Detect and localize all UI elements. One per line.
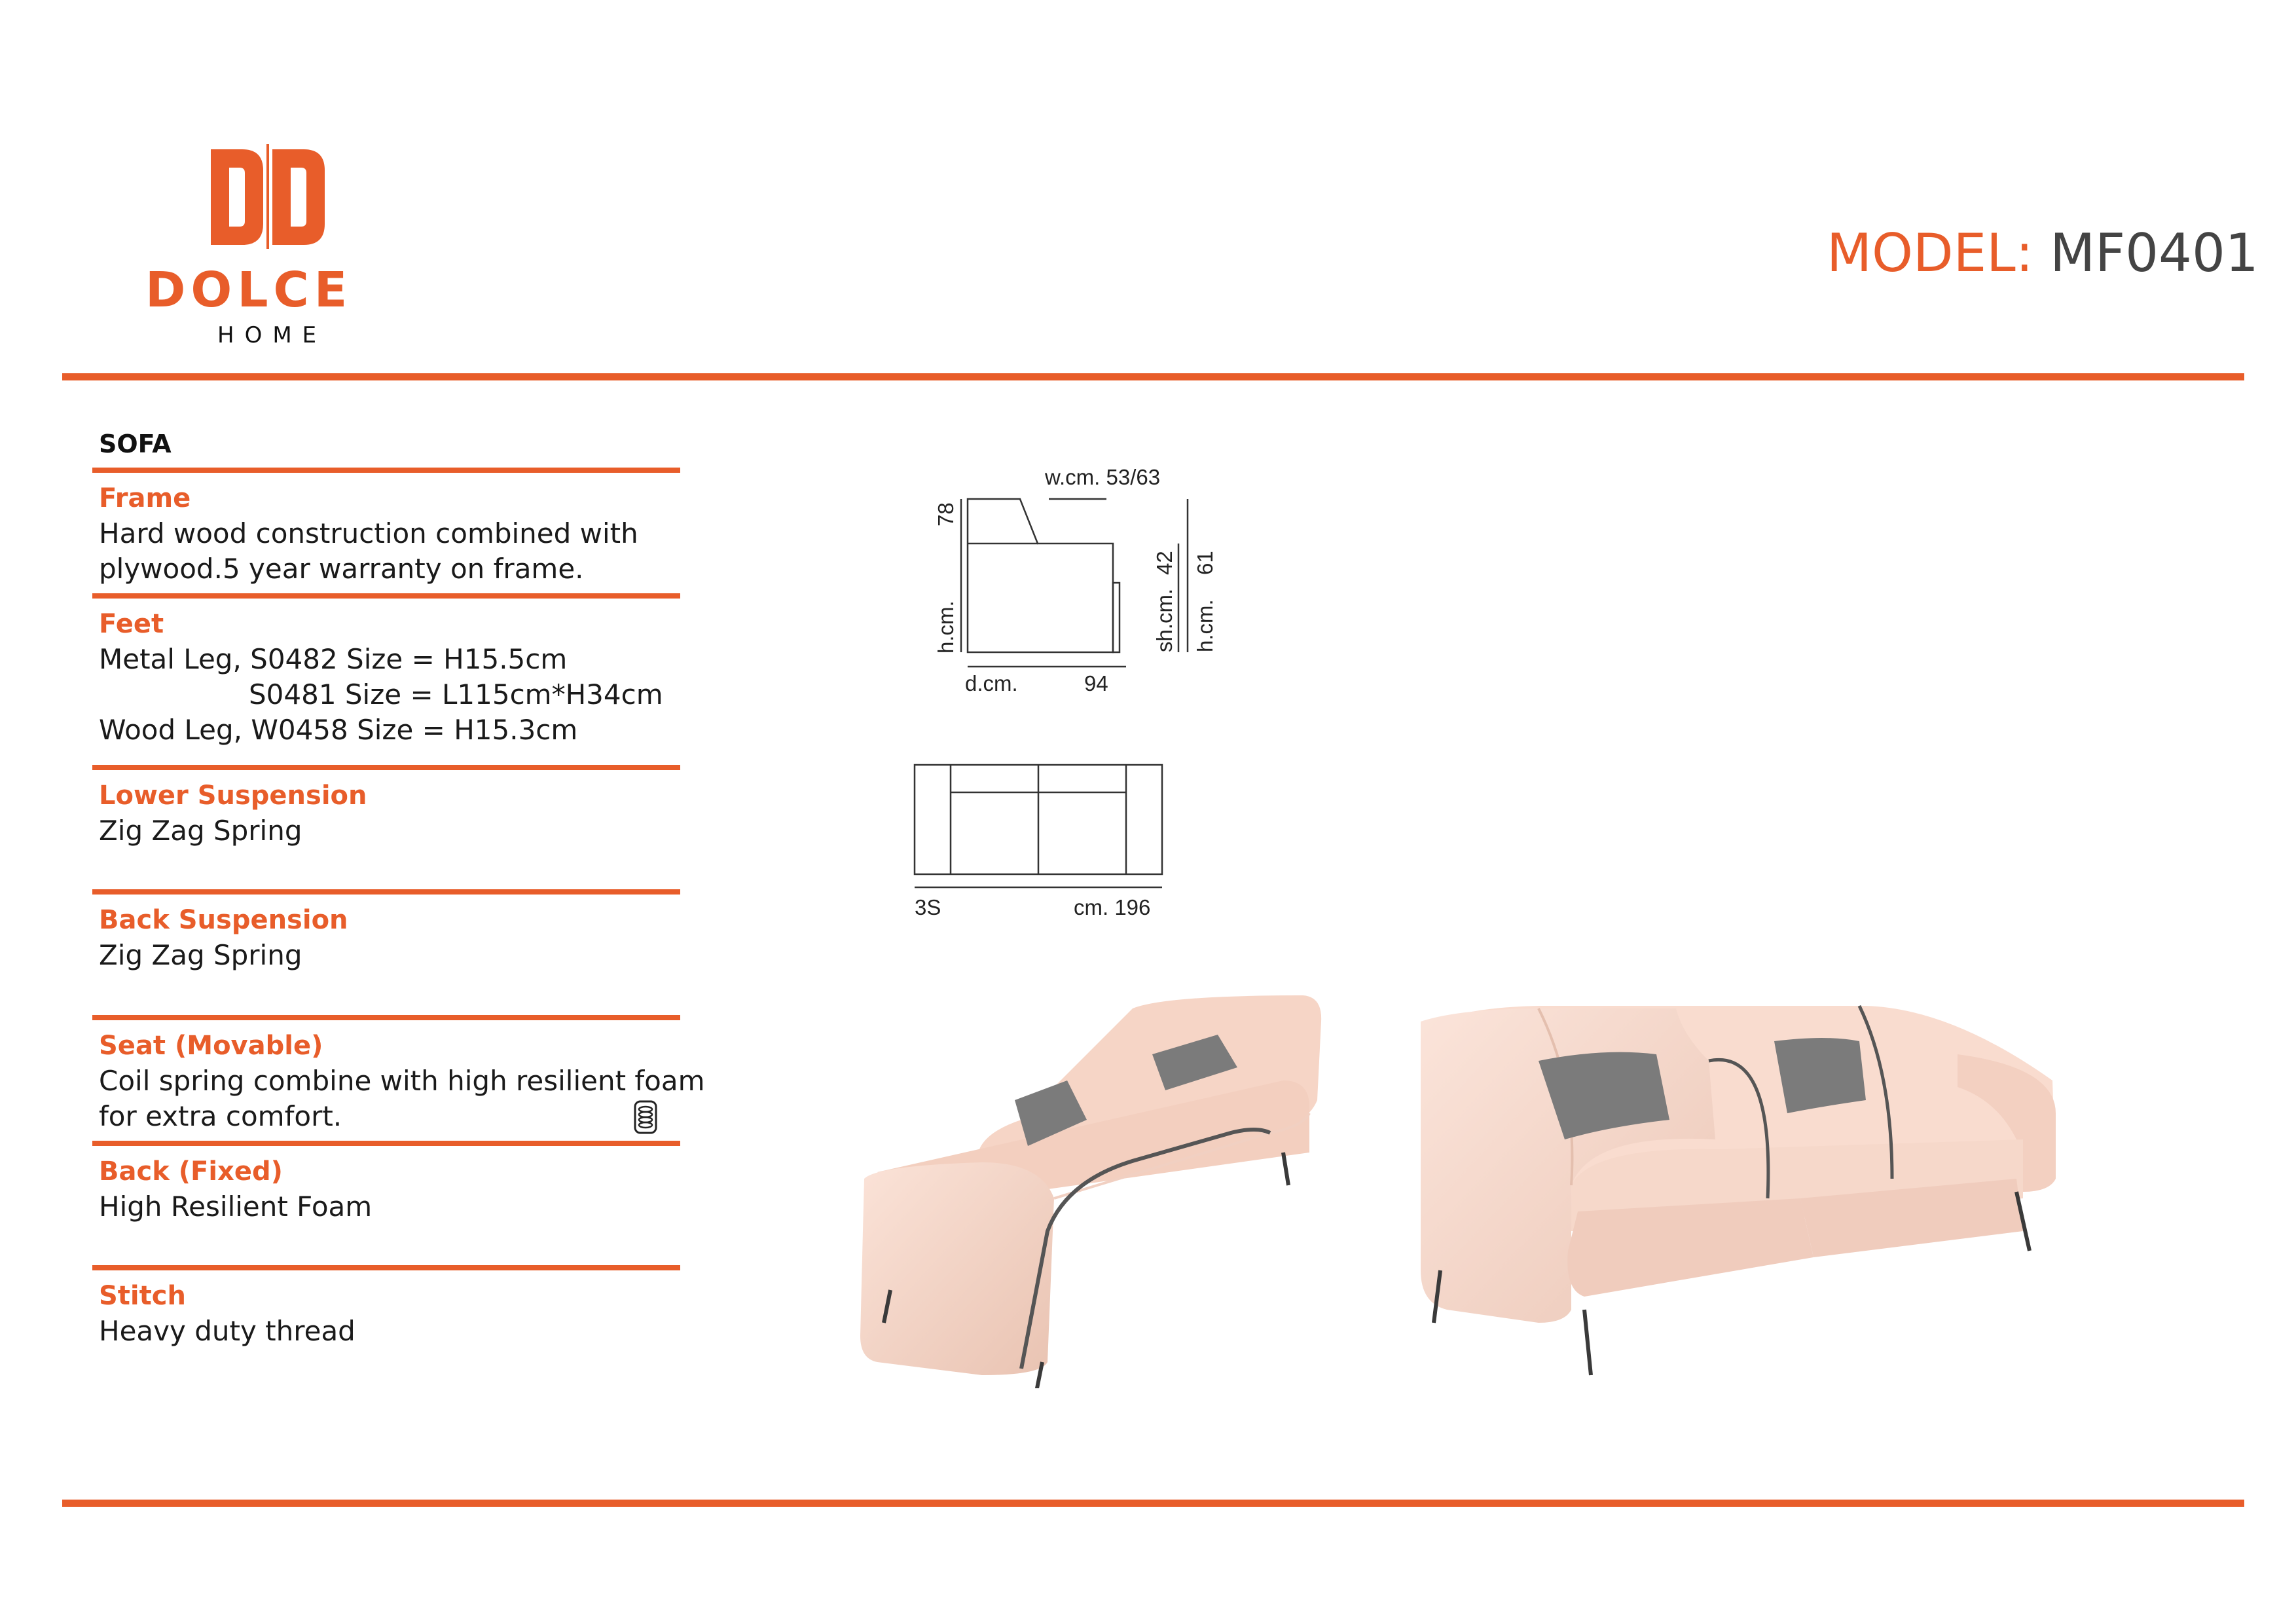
side-profile-diagram <box>910 458 1250 707</box>
coil-spring-icon <box>634 1100 657 1134</box>
feet-heading: Feet <box>99 609 164 639</box>
depth-label: d.cm. <box>965 671 1018 695</box>
product-category: SOFA <box>99 430 172 458</box>
lower-suspension-heading: Lower Suspension <box>99 781 367 811</box>
section-divider <box>92 765 680 770</box>
seat-heading: Seat (Movable) <box>99 1031 323 1061</box>
logo <box>144 144 393 354</box>
section-divider <box>92 1141 680 1146</box>
back-suspension-text: Zig Zag Spring <box>99 939 302 971</box>
width-label: w.cm. 53/63 <box>1045 465 1161 489</box>
feet-text-3: Wood Leg, W0458 Size = H15.3cm <box>99 714 578 746</box>
brand-name: DOLCE <box>145 262 353 318</box>
section-divider <box>92 889 680 895</box>
depth-value: 94 <box>1084 671 1108 695</box>
frame-heading: Frame <box>99 483 191 513</box>
frame-text-1: Hard wood construction combined with <box>99 517 638 549</box>
arm-height-label: h.cm. <box>1193 599 1217 652</box>
stitch-heading: Stitch <box>99 1281 186 1311</box>
model-value: MF0401 <box>2050 223 2259 284</box>
height-label: h.cm. <box>934 600 958 654</box>
sofa-type: 3S <box>915 895 941 919</box>
top-view-diagram <box>903 753 1178 923</box>
lower-suspension-text: Zig Zag Spring <box>99 815 302 847</box>
brand-sub: HOME <box>217 322 327 348</box>
section-divider <box>92 593 680 599</box>
sofa-length: cm. 196 <box>1074 895 1151 919</box>
back-heading: Back (Fixed) <box>99 1156 283 1187</box>
section-divider <box>92 1015 680 1020</box>
stitch-text: Heavy duty thread <box>99 1315 355 1347</box>
sofa-front-photo <box>1408 982 2062 1401</box>
back-suspension-heading: Back Suspension <box>99 905 348 935</box>
model-heading <box>1827 223 2259 284</box>
feet-text-2: S0481 Size = L115cm*H34cm <box>249 678 663 710</box>
footer-divider <box>62 1500 2244 1507</box>
section-divider <box>92 468 680 473</box>
seat-height-value: 42 <box>1152 551 1176 575</box>
seat-text-1: Coil spring combine with high resilient foam <box>99 1065 705 1097</box>
back-text: High Resilient Foam <box>99 1190 373 1223</box>
model-label: MODEL: <box>1827 223 2033 284</box>
header-divider <box>62 373 2244 380</box>
logo-mark-icon <box>203 144 334 249</box>
seat-text-2: for extra comfort. <box>99 1100 342 1132</box>
sofa-side-photo <box>851 982 1336 1388</box>
feet-text-1: Metal Leg, S0482 Size = H15.5cm <box>99 643 568 675</box>
height-value: 78 <box>934 502 958 526</box>
frame-text-2: plywood.5 year warranty on frame. <box>99 553 584 585</box>
section-divider <box>92 1265 680 1270</box>
arm-height-value: 61 <box>1193 551 1217 575</box>
seat-height-label: sh.cm. <box>1152 588 1176 652</box>
